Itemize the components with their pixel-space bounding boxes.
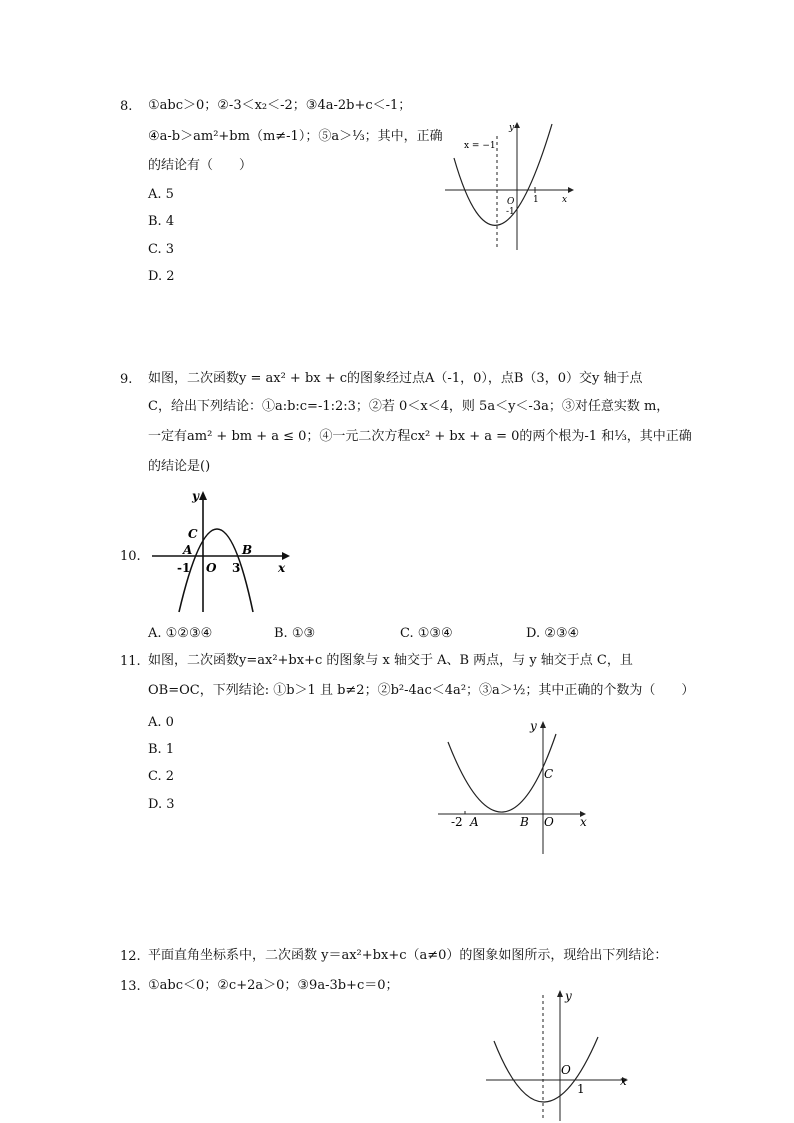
q8-graph-neg-one-label: -1 (506, 207, 515, 217)
q11-graph (432, 716, 592, 858)
q11-graph-origin-label: O (544, 815, 554, 829)
q11-graph-neg-two-label: -2 (451, 815, 463, 829)
q8-option-d[interactable]: D. 2 (148, 269, 175, 284)
q8-option-a[interactable]: A. 5 (148, 187, 174, 202)
q13-graph-x-label: x (620, 1074, 627, 1088)
q12-number: 12. (120, 949, 141, 964)
q11-graph-b-label: B (520, 815, 529, 829)
q8-line-2: ④a-b＞am²+bm（m≠-1）；⑤a＞⅓；其中，正确 (148, 129, 443, 144)
q11-graph-c-label: C (544, 767, 554, 781)
q10-option-c[interactable]: C. ①③④ (400, 626, 453, 641)
q11-option-b[interactable]: B. 1 (148, 742, 175, 757)
q9-line-2: C，给出下列结论：①a:b:c=-1:2:3；②若 0＜x＜4，则 5a＜y＜-3a；③对任意实数 m， (148, 399, 670, 414)
q13-line-1: ①abc＜0；②c+2a＞0；③9a-3b+c＝0； (148, 978, 399, 993)
q10-graph-c-label: C (188, 527, 198, 541)
q10-graph-y-label: y (192, 489, 199, 503)
q10-graph-three-label: 3 (232, 561, 241, 575)
q8-number: 8. (120, 99, 133, 114)
q10-option-a[interactable]: A. ①②③④ (148, 626, 213, 641)
q10-graph-x-label: x (278, 561, 286, 575)
q10-option-b[interactable]: B. ①③ (274, 626, 316, 641)
q11-number: 11. (120, 654, 141, 669)
q11-graph-y-label: y (530, 719, 537, 733)
q12-line-1: 平面直角坐标系中，二次函数 y＝ax²+bx+c（a≠0）的图象如图所示，现给出下列结论： (148, 948, 668, 963)
q10-graph-origin-label: O (206, 561, 217, 575)
q8-graph-one-label: 1 (533, 195, 539, 205)
q10-number: 10. (120, 549, 141, 564)
q10-graph-b-label: B (242, 543, 253, 557)
q11-option-c[interactable]: C. 2 (148, 769, 175, 784)
q9-line-3: 一定有am² + bm + a ≤ 0；④一元二次方程cx² + bx + a = 0的两个根为-1 和⅓，其中正确 (148, 429, 692, 444)
q13-graph (482, 985, 642, 1123)
q9-number: 9. (120, 372, 133, 387)
q10-graph-neg-one-label: -1 (177, 561, 191, 575)
q8-option-c[interactable]: C. 3 (148, 242, 175, 257)
q8-graph-origin-label: O (507, 197, 515, 207)
q13-graph-origin-label: O (561, 1063, 571, 1077)
q13-graph-y-label: y (565, 989, 572, 1003)
q9-line-4: 的结论是() (148, 459, 211, 474)
q11-option-d[interactable]: D. 3 (148, 797, 175, 812)
q10-graph (148, 488, 293, 618)
q8-graph (440, 118, 580, 258)
q13-number: 13. (120, 979, 141, 994)
q8-line-3: 的结论有（ ） (148, 158, 253, 173)
q11-graph-a-label: A (470, 815, 479, 829)
q11-line-2: OB=OC，下列结论: ①b＞1 且 b≠2；②b²-4ac＜4a²；③a＞½；其中正确的个数为（ ） (148, 683, 695, 698)
q8-graph-axis-label: x = −1 (464, 141, 496, 151)
q8-graph-x-label: x (562, 195, 568, 205)
q11-option-a[interactable]: A. 0 (148, 715, 174, 730)
q10-option-d[interactable]: D. ②③④ (526, 626, 580, 641)
q9-line-1: 如图，二次函数y = ax² + bx + c的图象经过点A（-1，0），点B（3，0）交y 轴于点 (148, 371, 643, 386)
q8-option-b[interactable]: B. 4 (148, 214, 175, 229)
q8-line-1: ①abc＞0；②-3＜x₂＜-2；③4a-2b+c＜-1； (148, 98, 412, 113)
q8-graph-y-label: y (509, 123, 515, 133)
q11-line-1: 如图，二次函数y=ax²+bx+c 的图象与 x 轴交于 A、B 两点，与 y 轴交于点 C，且 (148, 653, 633, 668)
q10-graph-a-label: A (183, 543, 193, 557)
q11-graph-x-label: x (580, 815, 587, 829)
q13-graph-one-label: 1 (577, 1082, 585, 1096)
